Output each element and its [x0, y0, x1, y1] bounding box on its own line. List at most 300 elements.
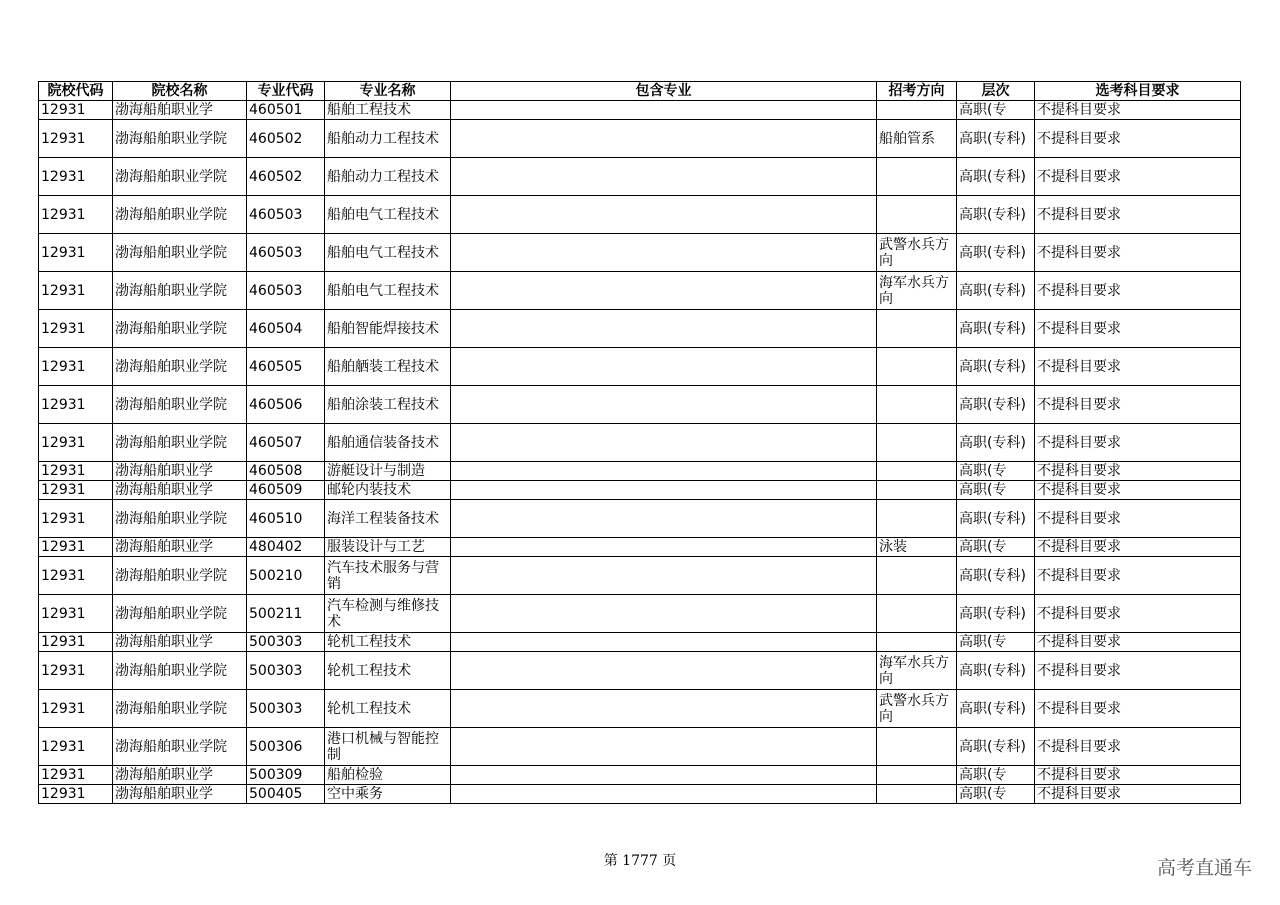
- level-cell-text: 高职(专科): [959, 396, 1026, 413]
- major-code-cell-text: 460508: [249, 463, 303, 479]
- direction-cell: [877, 386, 957, 424]
- school-code-cell: [39, 500, 113, 538]
- requirement-cell: [1035, 557, 1241, 595]
- requirement-cell-text: 不提科目要求: [1037, 482, 1121, 498]
- major-code-cell-text: 460501: [249, 102, 303, 118]
- col-header-school-name: 院校名称: [113, 82, 247, 101]
- col-header-major-code: 专业代码: [247, 82, 325, 101]
- requirement-cell-text: 不提科目要求: [1037, 396, 1121, 413]
- table-row: [39, 481, 1241, 500]
- direction-cell: [877, 272, 957, 310]
- school-code-cell: [39, 595, 113, 633]
- school-code-cell-text: 12931: [41, 567, 86, 584]
- major-name-cell: [325, 633, 451, 652]
- school-code-cell-text: 12931: [41, 767, 86, 783]
- school-code-cell-text: 12931: [41, 168, 86, 185]
- direction-cell: [877, 310, 957, 348]
- table-row: [39, 652, 1241, 690]
- school-code-cell-text: 12931: [41, 434, 86, 451]
- level-cell-text: 高职(专科): [959, 567, 1026, 584]
- level-cell: [957, 158, 1035, 196]
- level-cell: [957, 386, 1035, 424]
- requirement-cell-text: 不提科目要求: [1037, 130, 1121, 147]
- school-name-cell-text: 渤海船舶职业学院: [115, 605, 227, 622]
- level-cell: [957, 538, 1035, 557]
- table-row: [39, 424, 1241, 462]
- level-cell-text: 高职(专: [959, 102, 1007, 118]
- requirement-cell: [1035, 728, 1241, 766]
- major-name-cell-text: 轮机工程技术: [327, 700, 411, 717]
- table-row: [39, 386, 1241, 424]
- requirement-cell-text: 不提科目要求: [1037, 463, 1121, 479]
- school-code-cell: [39, 424, 113, 462]
- includes-cell: [451, 785, 877, 804]
- school-name-cell: [113, 234, 247, 272]
- includes-cell: [451, 557, 877, 595]
- major-name-cell: [325, 500, 451, 538]
- major-code-cell-text: 460504: [249, 320, 303, 337]
- major-code-cell: [247, 728, 325, 766]
- major-name-cell-text: 船舶舾装工程技术: [327, 358, 439, 375]
- major-name-cell: [325, 557, 451, 595]
- school-code-cell-text: 12931: [41, 482, 86, 498]
- direction-cell-text: 泳装: [879, 539, 907, 555]
- major-code-cell: [247, 652, 325, 690]
- school-code-cell-text: 12931: [41, 358, 86, 375]
- school-name-cell-text: 渤海船舶职业学院: [115, 510, 227, 527]
- major-name-cell: [325, 348, 451, 386]
- col-header-requirement: 选考科目要求: [1035, 82, 1241, 101]
- level-cell-text: 高职(专科): [959, 358, 1026, 375]
- table-row: [39, 196, 1241, 234]
- major-code-cell-text: 500309: [249, 767, 303, 783]
- major-code-cell-text: 480402: [249, 539, 303, 555]
- requirement-cell: [1035, 500, 1241, 538]
- direction-cell: [877, 633, 957, 652]
- requirement-cell-text: 不提科目要求: [1037, 539, 1121, 555]
- direction-cell: [877, 595, 957, 633]
- requirement-cell: [1035, 386, 1241, 424]
- level-cell-text: 高职(专科): [959, 700, 1026, 717]
- direction-cell: [877, 196, 957, 234]
- requirement-cell: [1035, 234, 1241, 272]
- major-code-cell: [247, 310, 325, 348]
- includes-cell: [451, 538, 877, 557]
- school-name-cell: [113, 766, 247, 785]
- school-code-cell: [39, 272, 113, 310]
- school-name-cell: [113, 424, 247, 462]
- includes-cell: [451, 690, 877, 728]
- includes-cell: [451, 272, 877, 310]
- school-code-cell: [39, 557, 113, 595]
- major-code-cell-text: 460502: [249, 168, 303, 185]
- page-number: 第 1777 页: [603, 853, 677, 869]
- major-name-cell: [325, 481, 451, 500]
- level-cell: [957, 348, 1035, 386]
- school-code-cell-text: 12931: [41, 786, 86, 802]
- col-header-school-code: 院校代码: [39, 82, 113, 101]
- school-code-cell-text: 12931: [41, 130, 86, 147]
- major-name-cell-text: 船舶电气工程技术: [327, 244, 439, 261]
- requirement-cell-text: 不提科目要求: [1037, 634, 1121, 650]
- school-name-cell: [113, 101, 247, 120]
- level-cell-text: 高职(专科): [959, 244, 1026, 261]
- level-cell: [957, 120, 1035, 158]
- direction-cell: [877, 728, 957, 766]
- direction-cell: [877, 766, 957, 785]
- level-cell: [957, 272, 1035, 310]
- level-cell-text: 高职(专科): [959, 662, 1026, 679]
- major-name-cell-text: 轮机工程技术: [327, 662, 411, 679]
- level-cell-text: 高职(专科): [959, 130, 1026, 147]
- major-name-cell-text: 空中乘务: [327, 786, 383, 802]
- school-name-cell: [113, 785, 247, 804]
- school-code-cell: [39, 481, 113, 500]
- requirement-cell-text: 不提科目要求: [1037, 320, 1121, 337]
- requirement-cell-text: 不提科目要求: [1037, 434, 1121, 451]
- level-cell-text: 高职(专科): [959, 510, 1026, 527]
- includes-cell: [451, 158, 877, 196]
- school-name-cell: [113, 272, 247, 310]
- major-name-cell-text: 服装设计与工艺: [327, 539, 425, 555]
- direction-cell: [877, 785, 957, 804]
- major-code-cell: [247, 272, 325, 310]
- school-name-cell-text: 渤海船舶职业学院: [115, 130, 227, 147]
- table-row: [39, 234, 1241, 272]
- major-name-cell: [325, 386, 451, 424]
- requirement-cell: [1035, 424, 1241, 462]
- school-name-cell-text: 渤海船舶职业学院: [115, 244, 227, 261]
- major-code-cell: [247, 462, 325, 481]
- direction-cell-text: 船舶管系: [879, 130, 935, 147]
- table-row: [39, 538, 1241, 557]
- table-row: [39, 348, 1241, 386]
- includes-cell: [451, 652, 877, 690]
- school-code-cell: [39, 785, 113, 804]
- watermark: 高考直通车: [1156, 857, 1252, 879]
- level-cell: [957, 310, 1035, 348]
- school-code-cell: [39, 348, 113, 386]
- level-cell-text: 高职(专: [959, 482, 1007, 498]
- major-code-cell: [247, 481, 325, 500]
- major-name-cell-text: 船舶涂装工程技术: [327, 396, 439, 413]
- level-cell-text: 高职(专科): [959, 168, 1026, 185]
- school-code-cell-text: 12931: [41, 510, 86, 527]
- school-code-cell-text: 12931: [41, 396, 86, 413]
- col-header-major-name: 专业名称: [325, 82, 451, 101]
- major-code-cell-text: 500211: [249, 605, 303, 622]
- school-code-cell: [39, 196, 113, 234]
- requirement-cell: [1035, 633, 1241, 652]
- requirement-cell: [1035, 766, 1241, 785]
- direction-cell-text: 海军水兵方向: [879, 274, 949, 307]
- level-cell-text: 高职(专: [959, 786, 1007, 802]
- major-name-cell: [325, 310, 451, 348]
- major-name-cell-text: 汽车检测与维修技术: [327, 597, 439, 630]
- level-cell-text: 高职(专: [959, 767, 1007, 783]
- requirement-cell: [1035, 158, 1241, 196]
- school-code-cell: [39, 538, 113, 557]
- requirement-cell-text: 不提科目要求: [1037, 358, 1121, 375]
- major-name-cell: [325, 101, 451, 120]
- level-cell: [957, 595, 1035, 633]
- major-code-cell: [247, 234, 325, 272]
- level-cell-text: 高职(专: [959, 539, 1007, 555]
- requirement-cell: [1035, 652, 1241, 690]
- table-row: [39, 557, 1241, 595]
- level-cell: [957, 690, 1035, 728]
- school-name-cell-text: 渤海船舶职业学院: [115, 358, 227, 375]
- table-row: [39, 310, 1241, 348]
- table-row: [39, 690, 1241, 728]
- school-name-cell: [113, 557, 247, 595]
- school-code-cell-text: 12931: [41, 634, 86, 650]
- requirement-cell-text: 不提科目要求: [1037, 786, 1121, 802]
- school-name-cell-text: 渤海船舶职业学: [115, 634, 213, 650]
- direction-cell-text: 武警水兵方向: [879, 236, 949, 269]
- major-name-cell-text: 船舶电气工程技术: [327, 282, 439, 299]
- school-name-cell-text: 渤海船舶职业学院: [115, 396, 227, 413]
- requirement-cell-text: 不提科目要求: [1037, 700, 1121, 717]
- school-code-cell-text: 12931: [41, 605, 86, 622]
- direction-cell: [877, 652, 957, 690]
- school-name-cell: [113, 348, 247, 386]
- requirement-cell: [1035, 196, 1241, 234]
- major-name-cell: [325, 538, 451, 557]
- major-code-cell-text: 460510: [249, 510, 303, 527]
- level-cell: [957, 234, 1035, 272]
- requirement-cell-text: 不提科目要求: [1037, 510, 1121, 527]
- school-name-cell-text: 渤海船舶职业学: [115, 767, 213, 783]
- includes-cell: [451, 234, 877, 272]
- major-code-cell: [247, 120, 325, 158]
- includes-cell: [451, 196, 877, 234]
- school-code-cell: [39, 310, 113, 348]
- requirement-cell-text: 不提科目要求: [1037, 662, 1121, 679]
- major-code-cell: [247, 785, 325, 804]
- level-cell-text: 高职(专科): [959, 282, 1026, 299]
- school-code-cell: [39, 766, 113, 785]
- school-code-cell: [39, 386, 113, 424]
- major-name-cell-text: 轮机工程技术: [327, 634, 411, 650]
- major-name-cell-text: 船舶动力工程技术: [327, 130, 439, 147]
- level-cell: [957, 424, 1035, 462]
- direction-cell: [877, 424, 957, 462]
- table-row: [39, 120, 1241, 158]
- col-header-level: 层次: [957, 82, 1035, 101]
- requirement-cell-text: 不提科目要求: [1037, 282, 1121, 299]
- major-code-cell: [247, 348, 325, 386]
- school-name-cell: [113, 196, 247, 234]
- level-cell: [957, 652, 1035, 690]
- major-code-cell-text: 460509: [249, 482, 303, 498]
- level-cell: [957, 728, 1035, 766]
- school-name-cell: [113, 120, 247, 158]
- direction-cell: [877, 500, 957, 538]
- school-code-cell: [39, 690, 113, 728]
- header-row: [39, 82, 1241, 101]
- col-header-includes: 包含专业: [451, 82, 877, 101]
- school-name-cell: [113, 633, 247, 652]
- level-cell-text: 高职(专: [959, 634, 1007, 650]
- school-code-cell: [39, 101, 113, 120]
- major-code-cell: [247, 690, 325, 728]
- direction-cell: [877, 462, 957, 481]
- level-cell-text: 高职(专科): [959, 206, 1026, 223]
- school-name-cell-text: 渤海船舶职业学: [115, 463, 213, 479]
- school-code-cell: [39, 120, 113, 158]
- includes-cell: [451, 633, 877, 652]
- direction-cell: [877, 538, 957, 557]
- major-code-cell-text: 460507: [249, 434, 303, 451]
- major-name-cell: [325, 595, 451, 633]
- level-cell-text: 高职(专科): [959, 434, 1026, 451]
- major-code-cell: [247, 386, 325, 424]
- school-name-cell-text: 渤海船舶职业学: [115, 102, 213, 118]
- includes-cell: [451, 101, 877, 120]
- direction-cell: [877, 101, 957, 120]
- requirement-cell-text: 不提科目要求: [1037, 206, 1121, 223]
- requirement-cell: [1035, 101, 1241, 120]
- major-name-cell: [325, 272, 451, 310]
- includes-cell: [451, 424, 877, 462]
- school-code-cell-text: 12931: [41, 700, 86, 717]
- admissions-table: [38, 81, 1241, 804]
- school-code-cell-text: 12931: [41, 282, 86, 299]
- major-name-cell-text: 海洋工程装备技术: [327, 510, 439, 527]
- table-row: [39, 272, 1241, 310]
- school-code-cell-text: 12931: [41, 738, 86, 755]
- major-name-cell: [325, 234, 451, 272]
- school-name-cell-text: 渤海船舶职业学院: [115, 206, 227, 223]
- table-row: [39, 728, 1241, 766]
- major-code-cell: [247, 500, 325, 538]
- major-name-cell-text: 邮轮内装技术: [327, 482, 411, 498]
- major-name-cell-text: 船舶工程技术: [327, 102, 411, 118]
- school-name-cell-text: 渤海船舶职业学: [115, 786, 213, 802]
- col-header-direction: 招考方向: [877, 82, 957, 101]
- major-name-cell-text: 港口机械与智能控制: [327, 730, 439, 763]
- includes-cell: [451, 728, 877, 766]
- direction-cell-text: 武警水兵方向: [879, 692, 949, 725]
- requirement-cell-text: 不提科目要求: [1037, 102, 1121, 118]
- requirement-cell-text: 不提科目要求: [1037, 767, 1121, 783]
- school-name-cell: [113, 481, 247, 500]
- table-row: [39, 785, 1241, 804]
- direction-cell: [877, 690, 957, 728]
- school-name-cell-text: 渤海船舶职业学院: [115, 567, 227, 584]
- major-name-cell-text: 游艇设计与制造: [327, 463, 425, 479]
- major-code-cell-text: 500303: [249, 634, 303, 650]
- major-name-cell-text: 船舶电气工程技术: [327, 206, 439, 223]
- requirement-cell: [1035, 462, 1241, 481]
- major-code-cell-text: 500303: [249, 662, 303, 679]
- major-code-cell: [247, 538, 325, 557]
- direction-cell: [877, 158, 957, 196]
- table-row: [39, 500, 1241, 538]
- requirement-cell-text: 不提科目要求: [1037, 605, 1121, 622]
- school-code-cell: [39, 633, 113, 652]
- includes-cell: [451, 481, 877, 500]
- table-row: [39, 462, 1241, 481]
- major-name-cell-text: 汽车技术服务与营销: [327, 559, 439, 592]
- major-name-cell: [325, 728, 451, 766]
- school-name-cell: [113, 652, 247, 690]
- major-code-cell-text: 460503: [249, 206, 303, 223]
- level-cell-text: 高职(专科): [959, 320, 1026, 337]
- major-name-cell: [325, 158, 451, 196]
- level-cell: [957, 101, 1035, 120]
- level-cell: [957, 196, 1035, 234]
- school-name-cell-text: 渤海船舶职业学: [115, 482, 213, 498]
- school-code-cell: [39, 158, 113, 196]
- major-name-cell: [325, 690, 451, 728]
- school-name-cell-text: 渤海船舶职业学院: [115, 662, 227, 679]
- level-cell-text: 高职(专科): [959, 605, 1026, 622]
- table-row: [39, 101, 1241, 120]
- includes-cell: [451, 310, 877, 348]
- school-name-cell: [113, 595, 247, 633]
- direction-cell: [877, 120, 957, 158]
- requirement-cell: [1035, 272, 1241, 310]
- school-code-cell-text: 12931: [41, 463, 86, 479]
- major-code-cell-text: 460503: [249, 244, 303, 261]
- major-code-cell: [247, 158, 325, 196]
- table-row: [39, 766, 1241, 785]
- level-cell: [957, 557, 1035, 595]
- level-cell: [957, 500, 1035, 538]
- level-cell: [957, 481, 1035, 500]
- direction-cell: [877, 234, 957, 272]
- table-row: [39, 595, 1241, 633]
- school-name-cell-text: 渤海船舶职业学院: [115, 434, 227, 451]
- requirement-cell: [1035, 120, 1241, 158]
- direction-cell: [877, 557, 957, 595]
- school-name-cell: [113, 462, 247, 481]
- requirement-cell: [1035, 481, 1241, 500]
- school-code-cell-text: 12931: [41, 244, 86, 261]
- school-name-cell: [113, 690, 247, 728]
- school-code-cell-text: 12931: [41, 662, 86, 679]
- major-name-cell: [325, 462, 451, 481]
- major-code-cell: [247, 196, 325, 234]
- major-name-cell: [325, 196, 451, 234]
- major-code-cell-text: 500306: [249, 738, 303, 755]
- school-code-cell: [39, 462, 113, 481]
- requirement-cell: [1035, 348, 1241, 386]
- school-code-cell: [39, 234, 113, 272]
- school-name-cell-text: 渤海船舶职业学院: [115, 282, 227, 299]
- includes-cell: [451, 348, 877, 386]
- includes-cell: [451, 766, 877, 785]
- requirement-cell: [1035, 538, 1241, 557]
- major-name-cell: [325, 766, 451, 785]
- school-code-cell-text: 12931: [41, 320, 86, 337]
- major-code-cell-text: 460502: [249, 130, 303, 147]
- major-code-cell: [247, 101, 325, 120]
- direction-cell: [877, 481, 957, 500]
- major-code-cell: [247, 424, 325, 462]
- major-code-cell: [247, 766, 325, 785]
- major-name-cell: [325, 785, 451, 804]
- school-code-cell: [39, 728, 113, 766]
- table-body: [39, 101, 1241, 804]
- school-name-cell-text: 渤海船舶职业学: [115, 539, 213, 555]
- level-cell: [957, 633, 1035, 652]
- major-name-cell: [325, 424, 451, 462]
- major-code-cell-text: 500210: [249, 567, 303, 584]
- major-code-cell: [247, 557, 325, 595]
